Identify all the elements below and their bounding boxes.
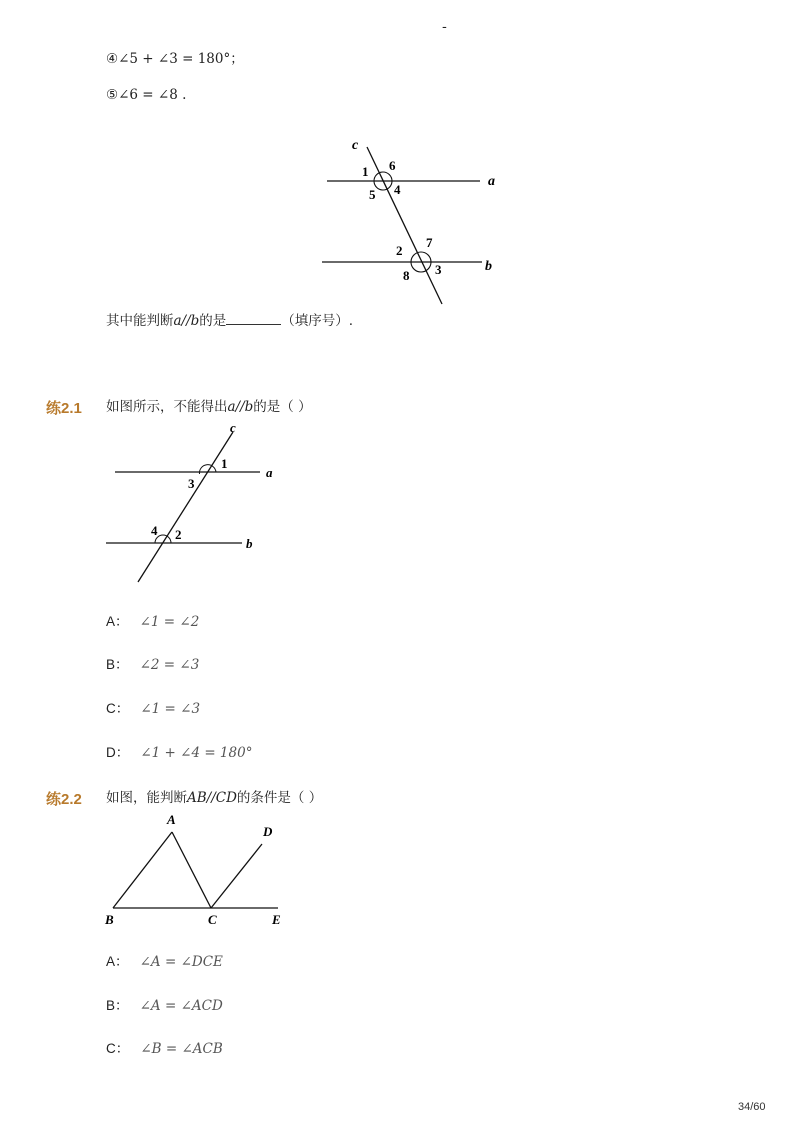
exercise-2-1-label: 练2.1: [46, 400, 82, 417]
option-d[interactable]: [106, 741, 252, 761]
fill-question-math: a//b: [173, 313, 200, 329]
option-letter: D：: [106, 745, 130, 760]
label-angle-8: 8: [403, 268, 410, 283]
exercise-2-1-suffix: 的是（ ）: [253, 399, 312, 415]
fill-question-tail: （填序号）.: [281, 313, 354, 329]
statement-5: ⑤∠6 = ∠8 .: [106, 87, 187, 103]
label-angle-2: 2: [175, 527, 182, 542]
label-B: B: [105, 912, 114, 927]
fill-question-prefix: 其中能判断: [106, 313, 174, 329]
exercise-2-2-question: [106, 789, 322, 807]
option-letter: A：: [106, 954, 129, 969]
label-angle-4: 4: [151, 523, 158, 538]
label-c: c: [352, 138, 359, 153]
label-b: b: [246, 536, 253, 551]
option-c[interactable]: [106, 697, 200, 717]
option-text: ∠1 = ∠3: [140, 701, 201, 717]
statement-4: ④∠5 + ∠3 = 180°；: [106, 51, 244, 67]
figure-parallel-lines-1: [310, 130, 510, 310]
label-c: c: [230, 420, 236, 435]
option-letter: C：: [106, 701, 130, 716]
label-C: C: [208, 912, 217, 927]
fill-question-suffix: 的是: [199, 313, 227, 329]
option-text: ∠A = ∠DCE: [139, 954, 223, 970]
option-letter: B：: [106, 657, 129, 672]
option-text: ∠2 = ∠3: [139, 657, 200, 673]
figure-exercise-2-2: [100, 808, 300, 928]
option-letter: B：: [106, 998, 129, 1013]
fill-question: [106, 312, 353, 330]
option-b[interactable]: [106, 653, 199, 673]
option-c[interactable]: [106, 1037, 223, 1057]
exercise-2-1-math: a//b: [227, 399, 254, 415]
option-a[interactable]: [106, 610, 199, 630]
answer-blank[interactable]: [226, 312, 281, 325]
label-E: E: [272, 912, 281, 927]
option-text: ∠A = ∠ACD: [139, 998, 223, 1014]
option-b[interactable]: [106, 994, 223, 1014]
label-a: a: [488, 174, 495, 189]
figure-exercise-2-1: [100, 418, 290, 588]
option-text: ∠B = ∠ACB: [140, 1041, 223, 1057]
label-angle-7: 7: [426, 235, 433, 250]
label-angle-1: 1: [362, 164, 369, 179]
exercise-2-2-label: 练2.2: [46, 791, 82, 808]
header-mark: -: [442, 19, 447, 35]
line-c: [138, 432, 233, 582]
label-angle-3: 3: [435, 262, 442, 277]
label-angle-5: 5: [369, 187, 376, 202]
label-angle-4: 4: [394, 182, 401, 197]
segment-ab: [113, 832, 172, 908]
label-D: D: [263, 824, 273, 839]
segment-ac: [172, 832, 211, 908]
label-angle-2: 2: [396, 243, 403, 258]
option-a[interactable]: [106, 950, 223, 970]
option-letter: A：: [106, 614, 129, 629]
page-number: 34/60: [738, 1101, 766, 1113]
label-b: b: [485, 259, 492, 274]
exercise-2-1-prefix: 如图所示，不能得出: [106, 399, 228, 415]
label-A: A: [167, 812, 176, 827]
label-angle-6: 6: [389, 158, 396, 173]
label-a: a: [266, 465, 273, 480]
segment-cd: [211, 844, 262, 908]
exercise-2-2-math: AB//CD: [187, 790, 237, 806]
label-angle-3: 3: [188, 476, 195, 491]
option-text: ∠1 + ∠4 = 180°: [140, 745, 253, 761]
exercise-2-2-suffix: 的条件是（ ）: [236, 790, 323, 806]
label-angle-1: 1: [221, 456, 228, 471]
option-letter: C：: [106, 1041, 130, 1056]
exercise-2-2-prefix: 如图，能判断: [106, 790, 187, 806]
option-text: ∠1 = ∠2: [139, 614, 200, 630]
exercise-2-1-question: [106, 398, 312, 416]
